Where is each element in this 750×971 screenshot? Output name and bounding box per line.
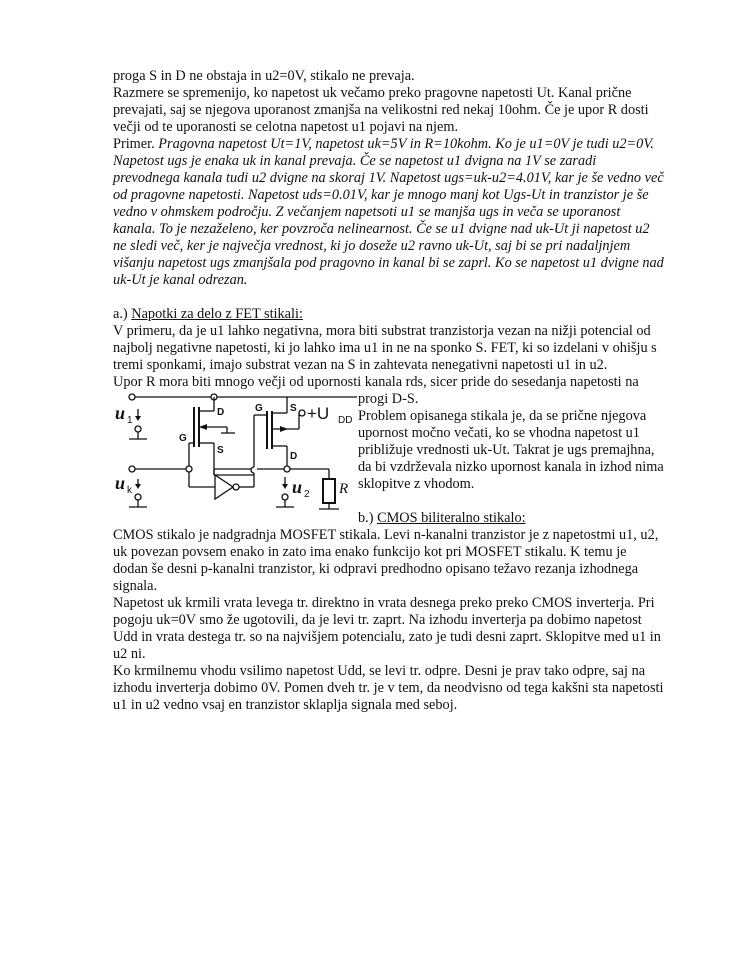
example-line: ne sledi več, ker je največja vrednost, ki jo doseže u2 ravno uk-Ut, saj bi se pri nadaljnjem (113, 238, 631, 254)
arrow-icon (280, 426, 288, 432)
section-b-line: dodan še desni p-kanalni tranzistor, ki odpravi predhodno opisano težavo rezanja izhodnega (113, 561, 639, 577)
u2-label: u (292, 477, 303, 497)
u1-terminal (129, 394, 135, 400)
example-label: Primer. (113, 136, 155, 152)
intro-para-line: prevajati, saj se njegova uporanost zmanjša na velikostni red nekaj 10ohm. Če je upor R dosti (113, 102, 649, 118)
example-line: od pragovne napetosti. Napetost uds=0.01V, kar je mnogo manj kot Ugs-Ut in tranzistor je še (113, 187, 649, 203)
example-line: uk-Ut je kanal odrezan. (113, 272, 248, 288)
udd-label: +U (307, 404, 330, 423)
example-line: kanala. To je nezaželeno, ker povzroča nelinearnost. Če se u1 dvigne nad uk-Ut ji napetost u2 (113, 221, 650, 237)
side-line: upornost močno večati, ko se vhodna napetost u1 (358, 425, 640, 441)
example-text: Pragovna napetost Ut=1V, napetost uk=5V in R=10kohm. Ko je u1=0V je tudi u2=0V. (158, 136, 654, 152)
section-b-line: u2 ni. (113, 646, 146, 662)
uk-terminal (129, 466, 135, 472)
side-line: da bi vzdrževala nizko upornost kanala in izhod nima (358, 459, 664, 475)
resistor-icon (323, 479, 335, 503)
section-b-line: CMOS stikalo je nadgradnja MOSFET stikala. Levi n-kanalni tranzistor je z napetostmi u1, u2, (113, 527, 659, 543)
section-b-line: Ko krmilnemu vhodu vsilimo napetost Udd, se levi tr. odpre. Desni je prav tako odpre, saj na (113, 663, 646, 679)
source-label: S (217, 445, 224, 456)
intro-line: proga S in D ne obstaja in u2=0V, stikalo ne prevaja. (113, 68, 415, 84)
side-line: Problem opisanega stikala je, da se prične njegova (358, 408, 647, 424)
section-b-line: Napetost uk krmili vrata levega tr. direktno in vrata desnega preko preko CMOS inverterja. Pri (113, 595, 655, 611)
example-line: višanju napetost ugs zmanjšala pod pragovno in kanal bi se zaprl. Ko se napetost u1 dvigne nad (113, 255, 664, 271)
section-a-line: Upor R mora biti mnogo večji od upornosti kanala rds, sicer pride do sesedanja napetosti na (113, 374, 639, 390)
gate-label: G (255, 403, 263, 414)
udd-terminal (299, 410, 305, 416)
gate-label: G (179, 433, 187, 444)
section-b-line: pogoju uk=0V smo že ugotovili, da je levi tr. zaprt. Na izhodu inverterja pa dobimo napetost (113, 612, 642, 628)
document-page (113, 68, 693, 714)
section-b-line: izhodu inverterja dobimo 0V. Pomen dveh tr. je v tem, da neodvisno od tega kakšni sta napetosti (113, 680, 664, 696)
example-first-line (113, 136, 693, 153)
intro-para-line: večji od te uporanosti se celotna napetost u1 pojavi na njem. (113, 119, 459, 135)
side-line: progi D-S. (358, 391, 419, 407)
section-a-line: najbolj negativne napetosti, ki jo lahko ima u1 in ne na sponko S. FET, ki so izdelani v ohišju s (113, 340, 657, 356)
source-label: S (290, 403, 297, 414)
section-b-prefix: b.) (358, 510, 378, 526)
section-a-line: tremi sponkami, imajo substrat vezan na S in zahtevata nenegativni napetosti u1 in u2. (113, 357, 608, 373)
section-b-line: uk povezan povsem enako in zato ima enako funkcijo kot pri MOSFET stikalu. K temu je (113, 544, 627, 560)
inverter-icon (215, 475, 233, 499)
example-line: prevodnega kanala tudi u2 dvigne na skoraj 1V. Napetost ugs=uk-u2=4.01V, kar je še vedno več (113, 170, 664, 186)
u1-sub: 1 (127, 415, 133, 426)
example-line: Napetost ugs je enaka uk in kanal prevaja. Če se napetost u1 dvigna na 1V se zaradi (113, 153, 597, 169)
section-b-title: CMOS biliteralno stikalo: (377, 510, 526, 526)
drain-label: D (290, 451, 298, 462)
intro-para-line: Razmere se spremenijo, ko napetost uk večamo preko pragovne napetosti Ut. Kanal prične (113, 85, 632, 101)
cmos-switch-circuit-diagram (117, 389, 357, 525)
side-line: sklopitve z vhodom. (358, 476, 475, 492)
section-b-line: signala. (113, 578, 158, 594)
u1-label: u (115, 403, 126, 423)
section-a-line: V primeru, da je u1 lahko negativna, mora biti substrat tranzistorja vezan na nižji potencial od (113, 323, 651, 339)
uk-sub: k (127, 485, 132, 496)
u2-sub: 2 (304, 489, 310, 500)
section-a-title: Napotki za delo z FET stikali: (131, 306, 303, 322)
section-b-line: Udd in vrata destega tr. so na najvišjem potencialu, zato je tudi desni zaprt. Sklopitve med u1 in (113, 629, 661, 645)
section-b-heading (358, 510, 664, 527)
figure-side-text (358, 391, 664, 527)
arrow-icon (135, 416, 141, 421)
section-b-line: u1 in u2 vedno vsaj en tranzistor sklaplja signala med seboj. (113, 697, 458, 713)
resistor-label: R (339, 481, 349, 497)
udd-sub: DD (338, 415, 353, 426)
example-line: vedno v ohmskem področju. Z večanjem napetsoti u1 se manjša ugs in veča se uporanost (113, 204, 621, 220)
uk-label: u (115, 473, 126, 493)
section-a-heading (113, 306, 693, 323)
figure-block (113, 391, 693, 527)
section-a-prefix: a.) (113, 306, 132, 322)
drain-label: D (217, 407, 225, 418)
side-line: približuje vrednosti uk-Ut. Takrat je ugs premajhna, (358, 442, 655, 458)
arrow-icon (199, 424, 207, 430)
